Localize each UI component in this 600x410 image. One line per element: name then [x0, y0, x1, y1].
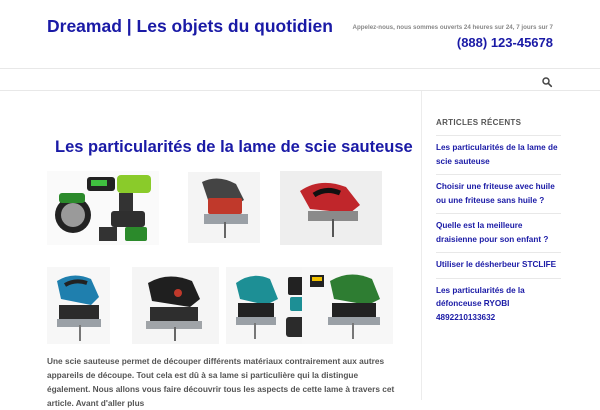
circular-saw-kit-image[interactable] — [47, 171, 159, 245]
recent-post-link[interactable]: Choisir une friteuse avec huile ou une friteuse sans huile ? — [436, 182, 555, 205]
list-item — [436, 252, 561, 278]
recent-post-link[interactable]: Les particularités de la lame de scie sauteuse — [436, 143, 558, 166]
recent-post-link[interactable]: Quelle est la meilleure draisienne pour son enfant ? — [436, 221, 549, 244]
sidebar-heading: ARTICLES RÉCENTS — [436, 118, 522, 127]
list-item — [436, 135, 561, 174]
jigsaw-red-gray-image[interactable] — [188, 172, 260, 243]
search-icon[interactable] — [542, 74, 552, 84]
jigsaw-black-image[interactable] — [132, 267, 219, 344]
list-item — [436, 278, 561, 331]
post-excerpt: Une scie sauteuse permet de découper différents matériaux contrairement aux autres appareils de découpe. Tout cela est dû à sa lame si particulière qui la distingue également. Nous allons vous faire découvrir tous les aspects de cette lame à travers cet article. Avant d'aller plus — [47, 356, 395, 408]
jigsaw-green-cordless-image[interactable] — [302, 267, 393, 344]
list-item — [436, 213, 561, 252]
nav-divider — [0, 90, 600, 91]
recent-post-link[interactable]: Les particularités de la défonceuse RYOBI 4892210133632 — [436, 285, 525, 322]
list-item — [436, 174, 561, 213]
navigation-bar — [0, 69, 600, 90]
post-title[interactable]: Les particularités de la lame de scie sauteuse — [55, 138, 413, 156]
jigsaw-red-image[interactable] — [280, 171, 382, 245]
header-phone[interactable]: (888) 123-45678 — [456, 35, 553, 50]
recent-post-link[interactable]: Utiliser le désherbeur STCLIFE — [436, 260, 557, 269]
jigsaw-makita-blue-image[interactable] — [47, 267, 110, 344]
recent-posts-list — [436, 135, 561, 330]
sidebar-divider — [421, 91, 422, 400]
header-tagline: Appelez-nous, nous sommes ouverts 24 heures sur 24, 7 jours sur 7 — [352, 24, 553, 31]
site-title[interactable]: Dreamad | Les objets du quotidien — [47, 16, 333, 36]
